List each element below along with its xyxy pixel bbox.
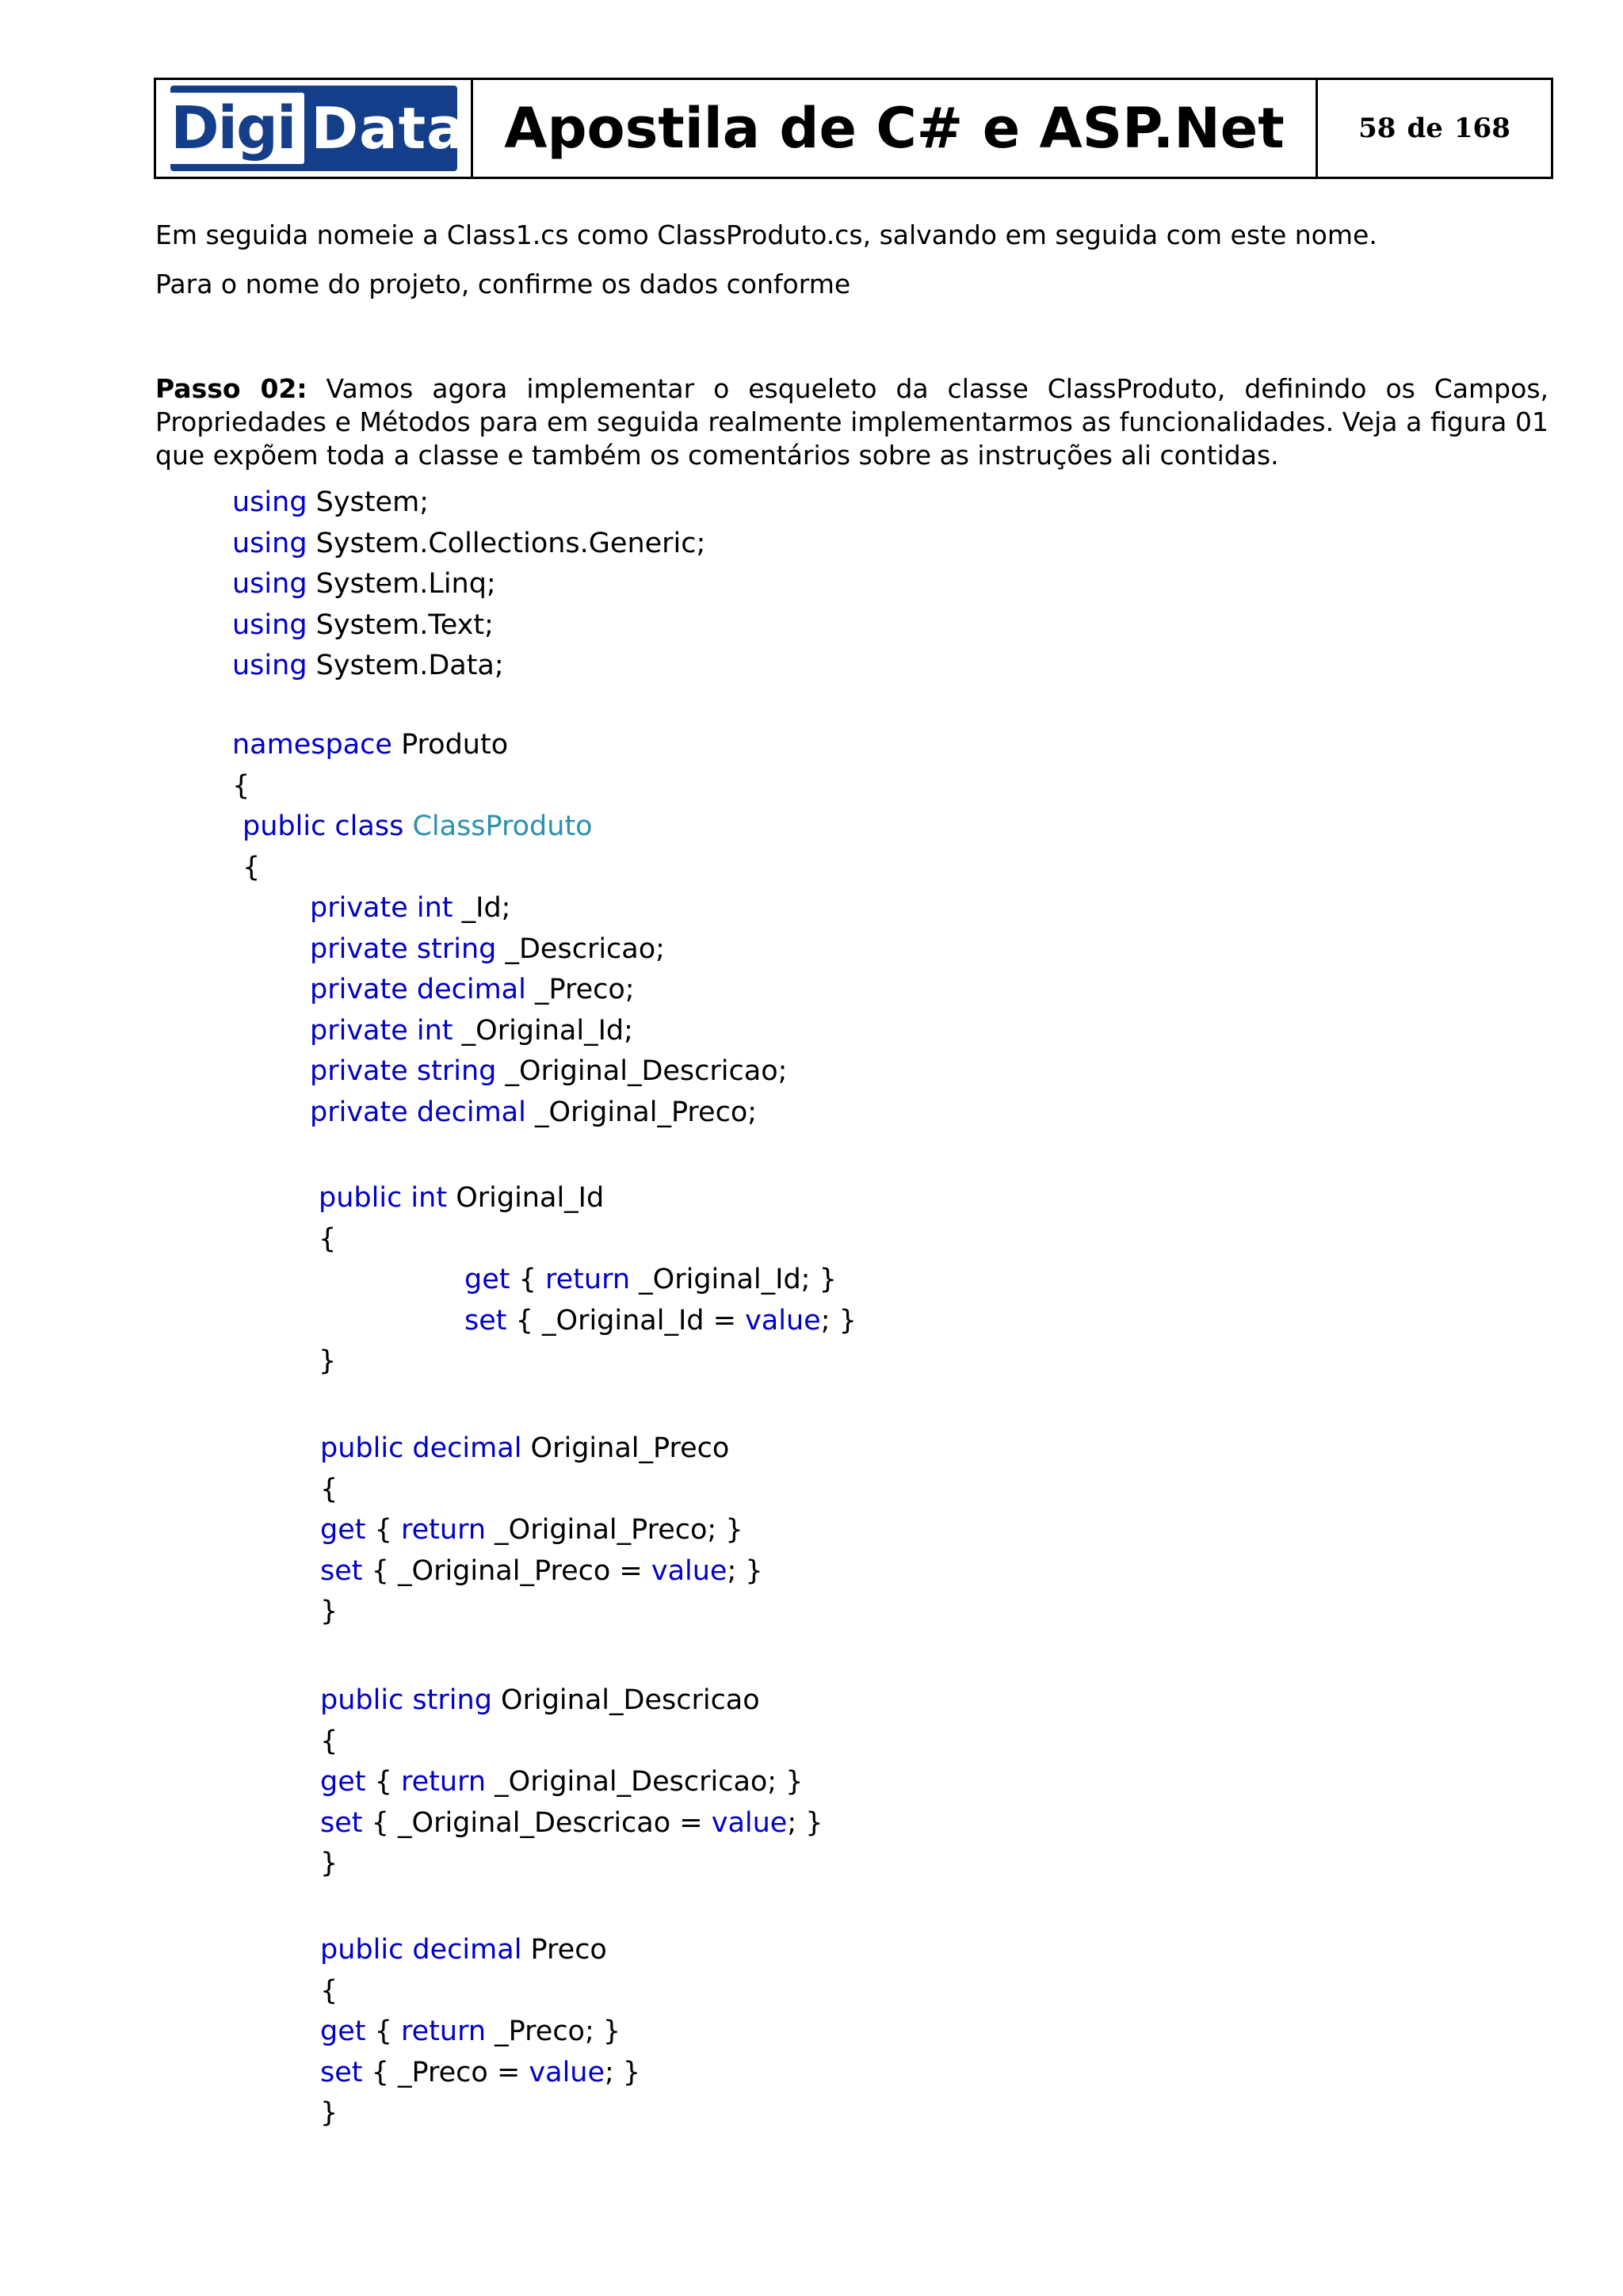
code-text: Original_Id <box>447 1182 605 1214</box>
page-total: 168 <box>1453 113 1510 144</box>
code-line <box>320 1726 338 1757</box>
code-line <box>232 770 250 802</box>
code-text: } <box>319 1345 337 1377</box>
document-title: Apostila de C# e ASP.Net <box>504 96 1285 161</box>
code-text: System.Linq; <box>307 568 496 600</box>
code-keyword: public class <box>242 810 404 842</box>
code-line <box>232 528 705 559</box>
digidata-logo <box>170 86 466 171</box>
code-keyword: public decimal <box>320 1432 522 1464</box>
logo-cell <box>156 80 473 177</box>
code-text: Preco <box>521 1934 607 1966</box>
code-line <box>320 2097 338 2129</box>
code-keyword: return <box>545 1264 631 1295</box>
code-keyword: value <box>745 1305 821 1337</box>
code-line <box>464 1264 837 1295</box>
code-text: } <box>320 2097 338 2129</box>
code-keyword: return <box>401 1766 487 1798</box>
logo-digi-text: Digi <box>161 93 304 164</box>
code-line <box>319 1223 336 1255</box>
code-keyword: public decimal <box>320 1934 522 1966</box>
code-text: _Preco; <box>525 974 635 1005</box>
code-keyword: using <box>232 609 307 641</box>
code-keyword: using <box>232 528 307 559</box>
code-keyword: private decimal <box>310 974 526 1005</box>
code-keyword: using <box>232 486 307 518</box>
code-keyword: private decimal <box>310 1097 526 1128</box>
code-line <box>320 1555 763 1587</box>
code-keyword: get <box>320 1766 366 1798</box>
code-text: Produto <box>391 729 509 761</box>
code-line <box>242 810 593 842</box>
code-keyword: using <box>232 568 307 600</box>
code-keyword: private string <box>310 933 497 965</box>
paragraph-step-02 <box>155 372 1549 472</box>
code-text: { _Original_Preco = <box>362 1555 651 1587</box>
code-text: _Original_Preco; } <box>486 1514 743 1546</box>
code-text: { <box>320 1726 338 1757</box>
code-text: Original_Preco <box>521 1432 730 1464</box>
code-text: _Descricao; <box>496 933 665 965</box>
code-keyword: private int <box>310 892 453 924</box>
code-line <box>232 568 496 600</box>
code-line <box>320 1975 338 2007</box>
code-keyword: value <box>529 2057 605 2088</box>
code-text: System.Data; <box>307 650 504 681</box>
code-keyword: get <box>320 1514 366 1546</box>
page-separator: de <box>1407 113 1443 144</box>
code-keyword: set <box>464 1305 507 1337</box>
code-text: _Original_Id; <box>453 1015 633 1047</box>
code-text: { _Preco = <box>362 2057 529 2088</box>
code-text: ; } <box>820 1305 857 1337</box>
page-number <box>1358 113 1510 144</box>
code-text: { <box>510 1264 546 1295</box>
code-line <box>310 933 665 965</box>
code-keyword: return <box>401 2016 487 2047</box>
code-text: ; } <box>605 2057 641 2088</box>
code-text: { <box>320 1474 338 1505</box>
code-text: { <box>319 1223 337 1255</box>
code-line <box>464 1305 857 1337</box>
code-keyword: value <box>651 1555 727 1587</box>
code-text: { <box>365 2016 402 2047</box>
code-keyword: namespace <box>232 729 392 761</box>
code-line <box>320 1848 338 1879</box>
logo-data-text: Data <box>311 95 466 162</box>
code-line <box>232 729 508 761</box>
code-keyword: private int <box>310 1015 453 1047</box>
code-keyword: get <box>464 1264 510 1295</box>
code-line <box>319 1182 604 1214</box>
paragraph-project-name: Para o nome do projeto, confirme os dados conforme <box>155 269 851 299</box>
code-line <box>320 1432 729 1464</box>
code-line <box>320 2016 621 2047</box>
code-text: _Original_Descricao; <box>496 1055 788 1087</box>
code-keyword: public int <box>319 1182 448 1214</box>
paragraph-rename-class: Em seguida nomeie a Class1.cs como ClassProduto.cs, salvando em seguida com este nome. <box>155 219 1377 250</box>
code-text: { <box>365 1766 402 1798</box>
code-line <box>310 1015 633 1047</box>
title-cell <box>473 80 1318 177</box>
code-text: System.Collections.Generic; <box>307 528 706 559</box>
code-text: { <box>232 770 250 802</box>
code-text: System; <box>307 486 429 518</box>
code-line <box>232 650 504 681</box>
code-text: _Original_Preco; <box>525 1097 758 1128</box>
code-keyword: public string <box>320 1684 492 1716</box>
code-line <box>232 609 494 641</box>
code-line <box>320 2057 640 2088</box>
code-keyword: set <box>320 1807 363 1839</box>
code-line <box>242 852 260 883</box>
code-line <box>310 974 635 1005</box>
code-line <box>320 1474 338 1505</box>
code-text: _Original_Descricao; } <box>486 1766 804 1798</box>
code-keyword: private string <box>310 1055 497 1087</box>
code-line <box>310 892 510 924</box>
code-line <box>310 1097 757 1128</box>
code-line <box>232 486 429 518</box>
code-text: { _Original_Descricao = <box>362 1807 712 1839</box>
code-keyword: value <box>711 1807 788 1839</box>
code-line <box>310 1055 787 1087</box>
code-keyword: set <box>320 1555 363 1587</box>
code-line <box>320 1766 804 1798</box>
code-keyword: using <box>232 650 307 681</box>
page-number-cell <box>1318 80 1551 177</box>
code-text: ; } <box>727 1555 763 1587</box>
code-line <box>320 1514 743 1546</box>
code-line <box>320 1684 760 1716</box>
code-text: { <box>320 1975 338 2007</box>
code-text: _Original_Id; } <box>630 1264 837 1295</box>
code-class-name: ClassProduto <box>403 810 593 842</box>
code-text: ; } <box>787 1807 823 1839</box>
code-line <box>320 1934 607 1966</box>
code-line <box>320 1596 338 1627</box>
step-label: Passo 02: <box>155 373 307 404</box>
code-text: } <box>320 1848 338 1879</box>
code-text: System.Text; <box>307 609 494 641</box>
code-text: { _Original_Id = <box>506 1305 746 1337</box>
code-text: { <box>242 852 261 883</box>
code-text: { <box>365 1514 402 1546</box>
code-text: _Preco; } <box>486 2016 621 2047</box>
code-text: Original_Descricao <box>491 1684 760 1716</box>
code-keyword: return <box>401 1514 487 1546</box>
code-keyword: set <box>320 2057 363 2088</box>
page-header <box>154 78 1553 179</box>
code-keyword: get <box>320 2016 366 2047</box>
step-text: Vamos agora implementar o esqueleto da classe ClassProduto, definindo os Campos, Propriedades e Métodos para em seguida realmente implementarmos as funcionalidades. Veja a figura 01 que expõem toda a classe e também os comentários sobre as instruções ali contidas. <box>155 373 1549 471</box>
code-line <box>320 1807 823 1839</box>
code-text: _Id; <box>453 892 511 924</box>
code-text: } <box>320 1596 338 1627</box>
page-current: 58 <box>1358 113 1396 144</box>
code-line <box>319 1345 336 1377</box>
